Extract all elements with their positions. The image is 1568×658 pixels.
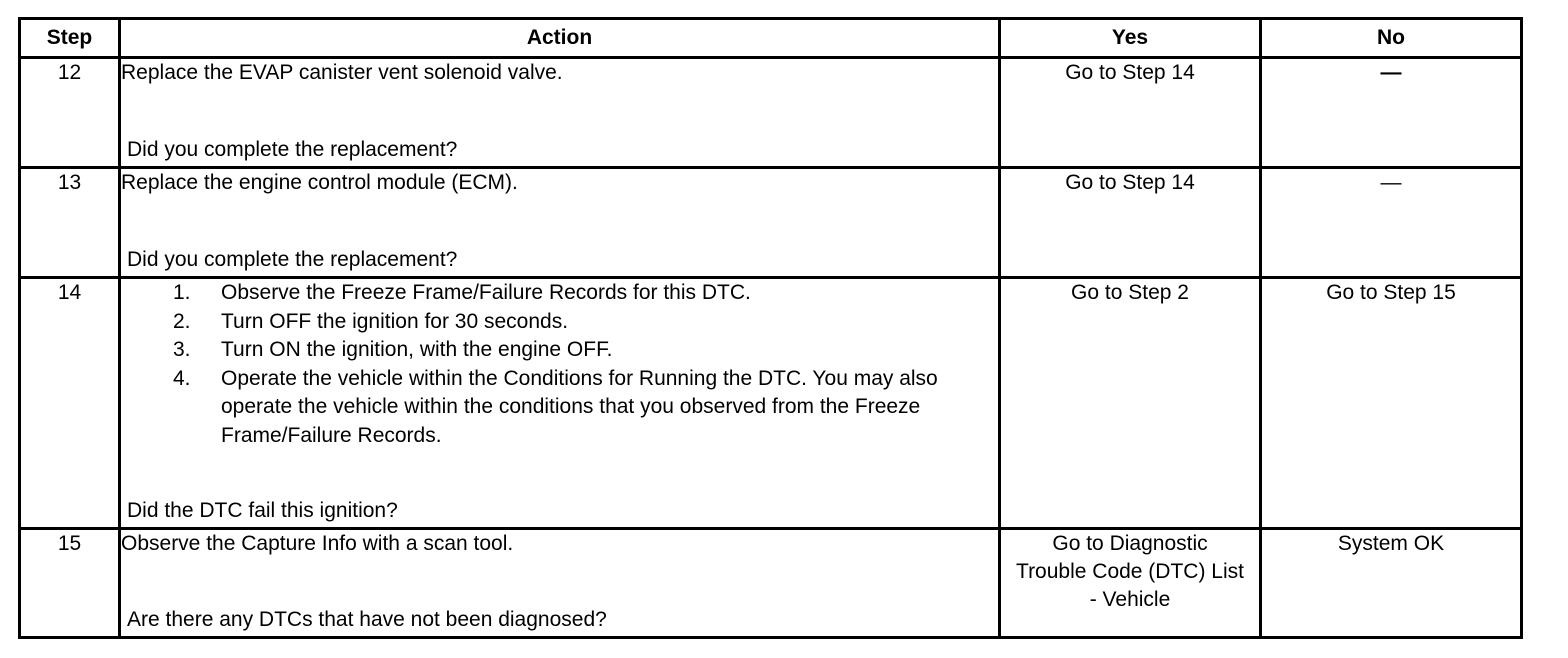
table-row bbox=[20, 58, 1522, 168]
diagnostic-table bbox=[18, 17, 1523, 639]
action-cell bbox=[120, 58, 1000, 168]
list-item bbox=[121, 279, 998, 308]
question-text: Did you complete the replacement? bbox=[127, 138, 458, 161]
action-cell bbox=[120, 529, 1000, 638]
step-number: 13 bbox=[20, 168, 120, 278]
step-number: 14 bbox=[20, 278, 120, 529]
list-item bbox=[121, 365, 998, 451]
question-text: Did the DTC fail this ignition? bbox=[127, 499, 398, 522]
substep-text: Turn ON the ignition, with the engine OFF. bbox=[221, 338, 613, 361]
no-cell: — bbox=[1261, 168, 1522, 278]
list-item bbox=[121, 336, 998, 365]
question-text: Did you complete the replacement? bbox=[127, 248, 458, 271]
yes-cell: Go to Diagnostic Trouble Code (DTC) List - Vehicle bbox=[1000, 529, 1261, 638]
substep-text: Turn OFF the ignition for 30 seconds. bbox=[221, 309, 569, 333]
step-number: 12 bbox=[20, 58, 120, 168]
header-no: No bbox=[1261, 19, 1522, 58]
action-text: Observe the Capture Info with a scan tool. bbox=[121, 532, 514, 555]
step-number: 15 bbox=[20, 529, 120, 638]
header-yes: Yes bbox=[1000, 19, 1261, 58]
yes-cell: Go to Step 14 bbox=[1000, 168, 1261, 278]
action-text: Replace the engine control module (ECM). bbox=[121, 171, 518, 194]
yes-cell: Go to Step 2 bbox=[1000, 278, 1261, 529]
action-cell bbox=[120, 168, 1000, 278]
substep-text: Operate the vehicle within the Conditions for Running the DTC. You may also operate the vehicle within the conditions that you observed from the Freeze Frame/Failure Records. bbox=[221, 366, 938, 447]
header-action: Action bbox=[120, 19, 1000, 58]
no-cell: Go to Step 15 bbox=[1261, 278, 1522, 529]
action-text: Replace the EVAP canister vent solenoid valve. bbox=[121, 61, 563, 84]
header-row bbox=[20, 19, 1522, 58]
list-item bbox=[121, 308, 998, 337]
question-text: Are there any DTCs that have not been diagnosed? bbox=[127, 608, 607, 631]
substep-number: 3. bbox=[173, 338, 191, 361]
table-row bbox=[20, 278, 1522, 529]
header-step: Step bbox=[20, 19, 120, 58]
substep-number: 2. bbox=[173, 309, 191, 333]
no-cell: System OK bbox=[1261, 529, 1522, 638]
yes-cell: Go to Step 14 bbox=[1000, 58, 1261, 168]
table-row bbox=[20, 168, 1522, 278]
substep-text: Observe the Freeze Frame/Failure Records for this DTC. bbox=[221, 281, 751, 304]
no-cell: — bbox=[1261, 58, 1522, 168]
substep-list bbox=[121, 279, 998, 450]
substep-number: 4. bbox=[173, 366, 191, 390]
substep-number: 1. bbox=[173, 281, 191, 304]
action-cell bbox=[120, 278, 1000, 529]
table-row bbox=[20, 529, 1522, 638]
